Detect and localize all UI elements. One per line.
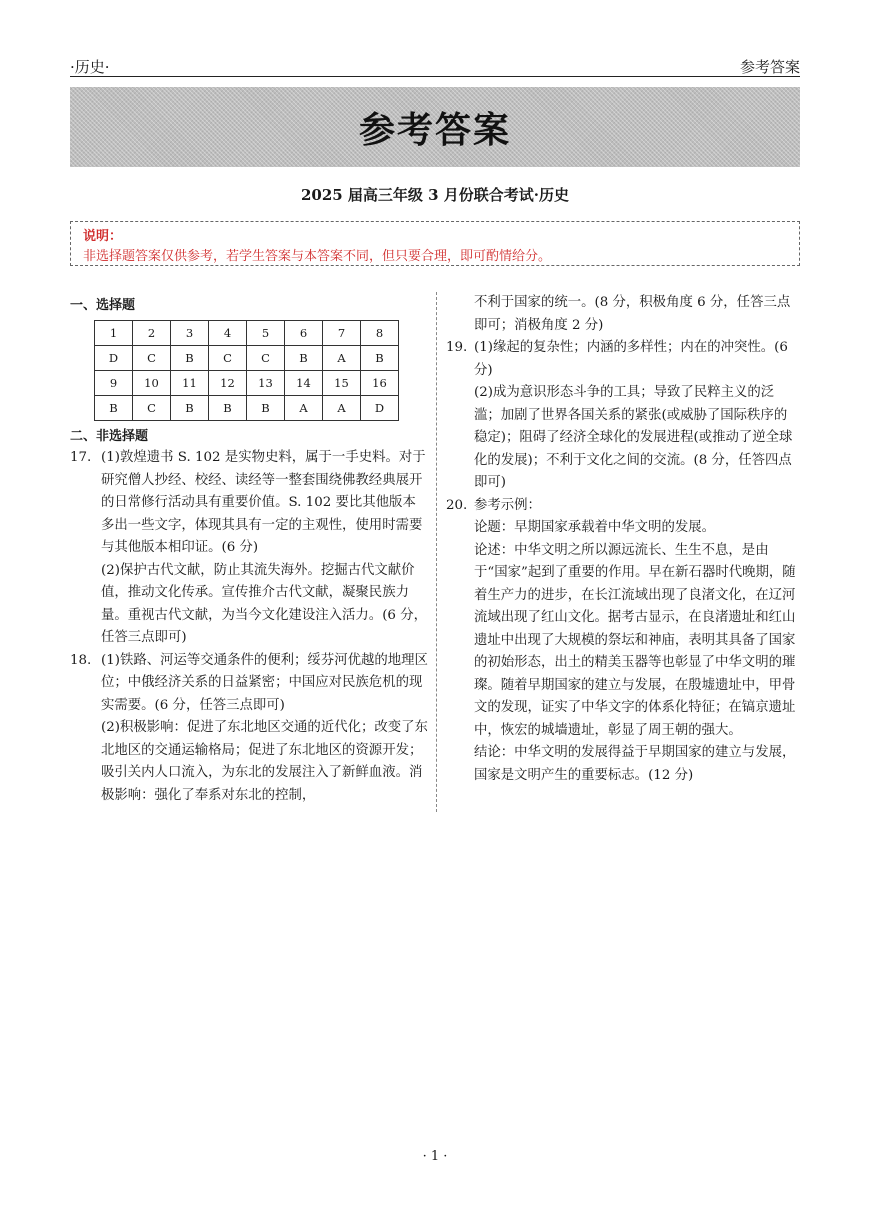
header-doc-type: 参考答案	[739, 58, 800, 76]
header-subject: ·历史·	[70, 58, 110, 76]
section-title-nonchoice: 二、非选择题	[70, 429, 149, 444]
table-cell: C	[133, 346, 171, 371]
section-title-choice: 一、选择题	[70, 298, 136, 313]
answer-paragraph: 不利于国家的统一。(8 分，积极角度 6 分，任答三点即可；消极角度 2 分)	[474, 295, 791, 333]
table-cell: A	[323, 346, 361, 371]
note-box	[70, 221, 800, 266]
table-cell: C	[247, 346, 285, 371]
table-cell: 8	[361, 321, 399, 346]
banner-title: 参考答案	[358, 109, 511, 151]
question-number: 17.	[70, 450, 92, 465]
exam-subtitle: 2025 届高三年级 3 月份联合考试·历史	[300, 186, 570, 204]
table-cell: A	[323, 396, 361, 421]
note-text: 非选择题答案仅供参考，若学生答案与本答案不同，但只要合理，即可酌情给分。	[83, 249, 552, 264]
table-cell: 13	[247, 371, 285, 396]
answer-table	[94, 320, 399, 421]
table-row-answers	[95, 346, 399, 371]
answer-paragraph: (2)积极影响：促进了东北地区交通的近代化；改变了东北地区的交通运输格局；促进了东北地区的资源开发；吸引关内人口流入，为东北的发展注入了新鲜血液。消极影响：强化了奉系对东北的控制，	[101, 720, 428, 803]
table-cell: D	[95, 346, 133, 371]
table-cell: C	[209, 346, 247, 371]
answer-paragraph: (1)敦煌遗书 S. 102 是实物史料，属于一手史料。对于研究僧人抄经、校经、读经等一整套围绕佛教经典展开的日常修行活动具有重要价值。S. 102 要比其他版本多出一些文字，体现其具有一定的主观性，使用时需要与其他版本相印证。(6 分)	[101, 450, 426, 555]
note-title: 说明：	[83, 229, 123, 244]
question-number: 19.	[446, 340, 468, 355]
table-cell: 3	[171, 321, 209, 346]
answer-paragraph: (1)铁路、河运等交通条件的便利；绥芬河优越的地理区位；中俄经济关系的日益紧密；中国应对民族危机的现实需要。(6 分，任答三点即可)	[101, 652, 428, 713]
question-number: 18.	[70, 652, 92, 668]
answer-paragraph: 论题：早期国家承载着中华文明的发展。	[474, 520, 716, 535]
table-cell: 9	[95, 371, 133, 396]
table-cell: 10	[133, 371, 171, 396]
table-row-answers	[95, 396, 399, 421]
table-cell: 2	[133, 321, 171, 346]
table-cell: D	[361, 396, 399, 421]
question-19	[446, 337, 800, 495]
question-17	[70, 447, 428, 650]
table-cell: 7	[323, 321, 361, 346]
table-cell: 11	[171, 371, 209, 396]
answer-paragraph: 结论：中华文明的发展得益于早期国家的建立与发展，国家是文明产生的重要标志。(12 分)	[474, 745, 796, 783]
header-rule	[70, 76, 800, 77]
table-row-numbers	[95, 371, 399, 396]
table-cell: 14	[285, 371, 323, 396]
title-banner	[70, 87, 800, 167]
table-cell: 16	[361, 371, 399, 396]
table-row-numbers	[95, 321, 399, 346]
table-cell: B	[171, 346, 209, 371]
question-20	[446, 495, 800, 788]
answer-paragraph: 参考示例：	[474, 497, 541, 513]
question-number: 20.	[446, 497, 468, 513]
table-cell: A	[285, 396, 323, 421]
table-cell: 15	[323, 371, 361, 396]
table-cell: 6	[285, 321, 323, 346]
table-cell: B	[361, 346, 399, 371]
table-cell: B	[95, 396, 133, 421]
answer-paragraph: (2)保护古代文献，防止其流失海外。挖掘古代文献价值，推动文化传承。宣传推介古代文献，凝聚民族力量。重视古代文献，为当今文化建设注入活力。(6 分，任答三点即可)	[101, 562, 427, 645]
answer-paragraph: 论述：中华文明之所以源远流长、生生不息，是由于“国家”起到了重要的作用。早在新石器时代晚期，随着生产力的进步，在长江流域出现了良渚文化，在辽河流域出现了红山文化。据考古显示，在良渚遗址和红山遗址中出现了大规模的祭坛和神庙，表明其具备了国家的初始形态，出土的精美玉器等也彰显了中华文明的璀璨。随着早期国家的建立与发展，在殷墟遗址中，甲骨文的发现，证实了中华文字的体系化特征；在镐京遗址中，恢宏的城墙遗址，彰显了周王朝的强大。	[474, 542, 796, 738]
table-cell: C	[133, 396, 171, 421]
table-cell: 4	[209, 321, 247, 346]
table-cell: 5	[247, 321, 285, 346]
right-column	[446, 292, 800, 787]
table-cell: B	[171, 396, 209, 421]
table-cell: B	[285, 346, 323, 371]
column-divider	[436, 292, 437, 812]
table-cell: B	[209, 396, 247, 421]
answer-paragraph: (2)成为意识形态斗争的工具；导致了民粹主义的泛滥；加剧了世界各国关系的紧张(或威胁了国际秩序的稳定)；阻碍了经济全球化的发展进程(或推动了逆全球化的发展)；不利于文化之间的交流。(8 分，任答四点即可)	[474, 385, 793, 490]
table-cell: 12	[209, 371, 247, 396]
table-cell: 1	[95, 321, 133, 346]
answer-paragraph: (1)缘起的复杂性；内涵的多样性；内在的冲突性。(6 分)	[474, 340, 788, 378]
table-cell: B	[247, 396, 285, 421]
left-column	[70, 296, 428, 807]
question-18-continued	[446, 292, 800, 337]
page-number: · 1 ·	[422, 1149, 448, 1164]
question-18	[70, 650, 428, 808]
